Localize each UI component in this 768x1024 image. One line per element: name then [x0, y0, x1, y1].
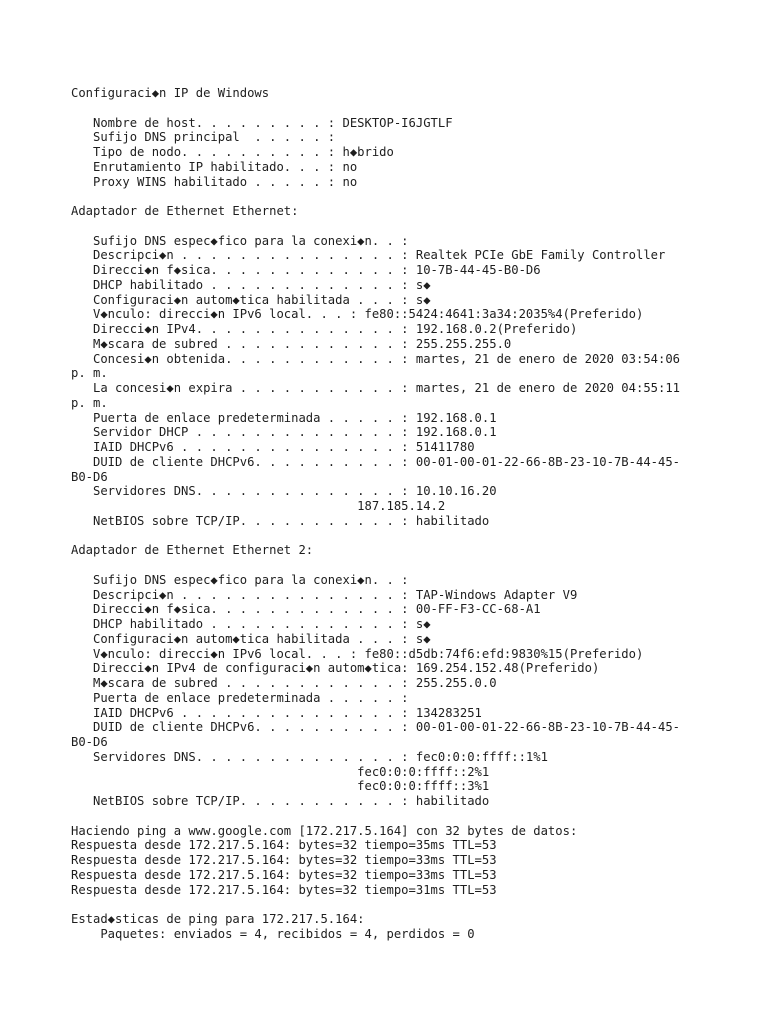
- output-line: B0-D6: [71, 735, 108, 749]
- output-line: fec0:0:0:ffff::2%1: [71, 764, 490, 779]
- output-line: Sufijo DNS principal . . . . . :: [71, 130, 336, 145]
- output-line: Descripci◆n . . . . . . . . . . . . . . . : TAP-Windows Adapter V9: [71, 587, 578, 602]
- output-line: Puerta de enlace predeterminada . . . . . : 192.168.0.1: [71, 410, 497, 425]
- output-line: La concesi◆n expira . . . . . . . . . . . : martes, 21 de enero de 2020 04:55:11: [71, 381, 681, 395]
- ping-reply: Respuesta desde 172.217.5.164: bytes=32 tiempo=35ms TTL=53: [71, 838, 497, 853]
- output-line: DHCP habilitado . . . . . . . . . . . . . : s◆: [71, 277, 431, 292]
- section-title: Configuraci◆n IP de Windows: [71, 86, 270, 100]
- console-output: [71, 86, 761, 942]
- output-line: Descripci◆n . . . . . . . . . . . . . . . : Realtek PCIe GbE Family Controller: [71, 248, 666, 263]
- output-line: Configuraci◆n autom◆tica habilitada . . . : s◆: [71, 292, 431, 307]
- blank-line: [71, 189, 761, 204]
- ping-reply: Respuesta desde 172.217.5.164: bytes=32 tiempo=31ms TTL=53: [71, 882, 497, 897]
- blank-line: [71, 897, 761, 912]
- output-line: Configuraci◆n autom◆tica habilitada . . . : s◆: [71, 631, 431, 646]
- output-line: Servidores DNS. . . . . . . . . . . . . . : fec0:0:0:ffff::1%1: [71, 749, 548, 764]
- output-line: Servidores DNS. . . . . . . . . . . . . . : 10.10.16.20: [71, 484, 497, 499]
- blank-line: [71, 529, 761, 544]
- output-line: IAID DHCPv6 . . . . . . . . . . . . . . . : 134283251: [71, 705, 482, 720]
- blank-line: [71, 219, 761, 234]
- output-line: M◆scara de subred . . . . . . . . . . . . : 255.255.255.0: [71, 336, 512, 351]
- output-line: Enrutamiento IP habilitado. . . : no: [71, 159, 358, 174]
- output-line: DHCP habilitado . . . . . . . . . . . . . : s◆: [71, 617, 431, 631]
- output-line: DUID de cliente DHCPv6. . . . . . . . . . : 00-01-00-01-22-66-8B-23-10-7B-44-45-: [71, 454, 681, 469]
- output-line: IAID DHCPv6 . . . . . . . . . . . . . . . : 51411780: [71, 440, 475, 454]
- output-line: Tipo de nodo. . . . . . . . . . : h◆brido: [71, 145, 394, 159]
- ping-reply: Respuesta desde 172.217.5.164: bytes=32 tiempo=33ms TTL=53: [71, 867, 497, 882]
- output-line: Sufijo DNS espec◆fico para la conexi◆n. . :: [71, 233, 409, 248]
- output-line: p. m.: [71, 366, 108, 381]
- blank-line: [71, 809, 761, 824]
- output-line: Puerta de enlace predeterminada . . . . . :: [71, 690, 409, 705]
- output-line: B0-D6: [71, 469, 108, 484]
- output-line: NetBIOS sobre TCP/IP. . . . . . . . . . . : habilitado: [71, 513, 490, 528]
- output-line: V◆nculo: direcci◆n IPv6 local. . . : fe80::5424:4641:3a34:2035%4(Preferido): [71, 307, 644, 322]
- output-line: Direcci◆n f◆sica. . . . . . . . . . . . . : 10-7B-44-45-B0-D6: [71, 263, 541, 277]
- section-title: Adaptador de Ethernet Ethernet 2:: [71, 543, 314, 558]
- ping-header: Haciendo ping a www.google.com [172.217.5.164] con 32 bytes de datos:: [71, 823, 578, 838]
- output-line: Proxy WINS habilitado . . . . . : no: [71, 174, 358, 189]
- ping-stats-title: Estad◆sticas de ping para 172.217.5.164:: [71, 912, 365, 926]
- blank-line: [71, 101, 761, 116]
- output-line: fec0:0:0:ffff::3%1: [71, 779, 490, 794]
- output-line: NetBIOS sobre TCP/IP. . . . . . . . . . . : habilitado: [71, 794, 490, 808]
- output-line: DUID de cliente DHCPv6. . . . . . . . . . : 00-01-00-01-22-66-8B-23-10-7B-44-45-: [71, 720, 681, 735]
- blank-line: [71, 558, 761, 573]
- output-line: 187.185.14.2: [71, 499, 446, 513]
- output-line: Servidor DHCP . . . . . . . . . . . . . . : 192.168.0.1: [71, 425, 497, 440]
- output-line: Direcci◆n f◆sica. . . . . . . . . . . . . : 00-FF-F3-CC-68-A1: [71, 602, 541, 617]
- ping-stats-packets: Paquetes: enviados = 4, recibidos = 4, perdidos = 0: [71, 926, 475, 941]
- ping-reply: Respuesta desde 172.217.5.164: bytes=32 tiempo=33ms TTL=53: [71, 853, 497, 867]
- output-line: Concesi◆n obtenida. . . . . . . . . . . . : martes, 21 de enero de 2020 03:54:06: [71, 351, 681, 366]
- output-line: Direcci◆n IPv4. . . . . . . . . . . . . . : 192.168.0.2(Preferido): [71, 322, 578, 336]
- output-line: Sufijo DNS espec◆fico para la conexi◆n. . :: [71, 572, 409, 587]
- output-line: V◆nculo: direcci◆n IPv6 local. . . : fe80::d5db:74f6:efd:9830%15(Preferido): [71, 646, 644, 661]
- output-line: Nombre de host. . . . . . . . . : DESKTOP-I6JGTLF: [71, 115, 453, 130]
- output-line: Direcci◆n IPv4 de configuraci◆n autom◆tica: 169.254.152.48(Preferido): [71, 661, 600, 676]
- output-line: p. m.: [71, 395, 108, 410]
- section-title: Adaptador de Ethernet Ethernet:: [71, 204, 299, 218]
- output-line: M◆scara de subred . . . . . . . . . . . . : 255.255.0.0: [71, 676, 497, 690]
